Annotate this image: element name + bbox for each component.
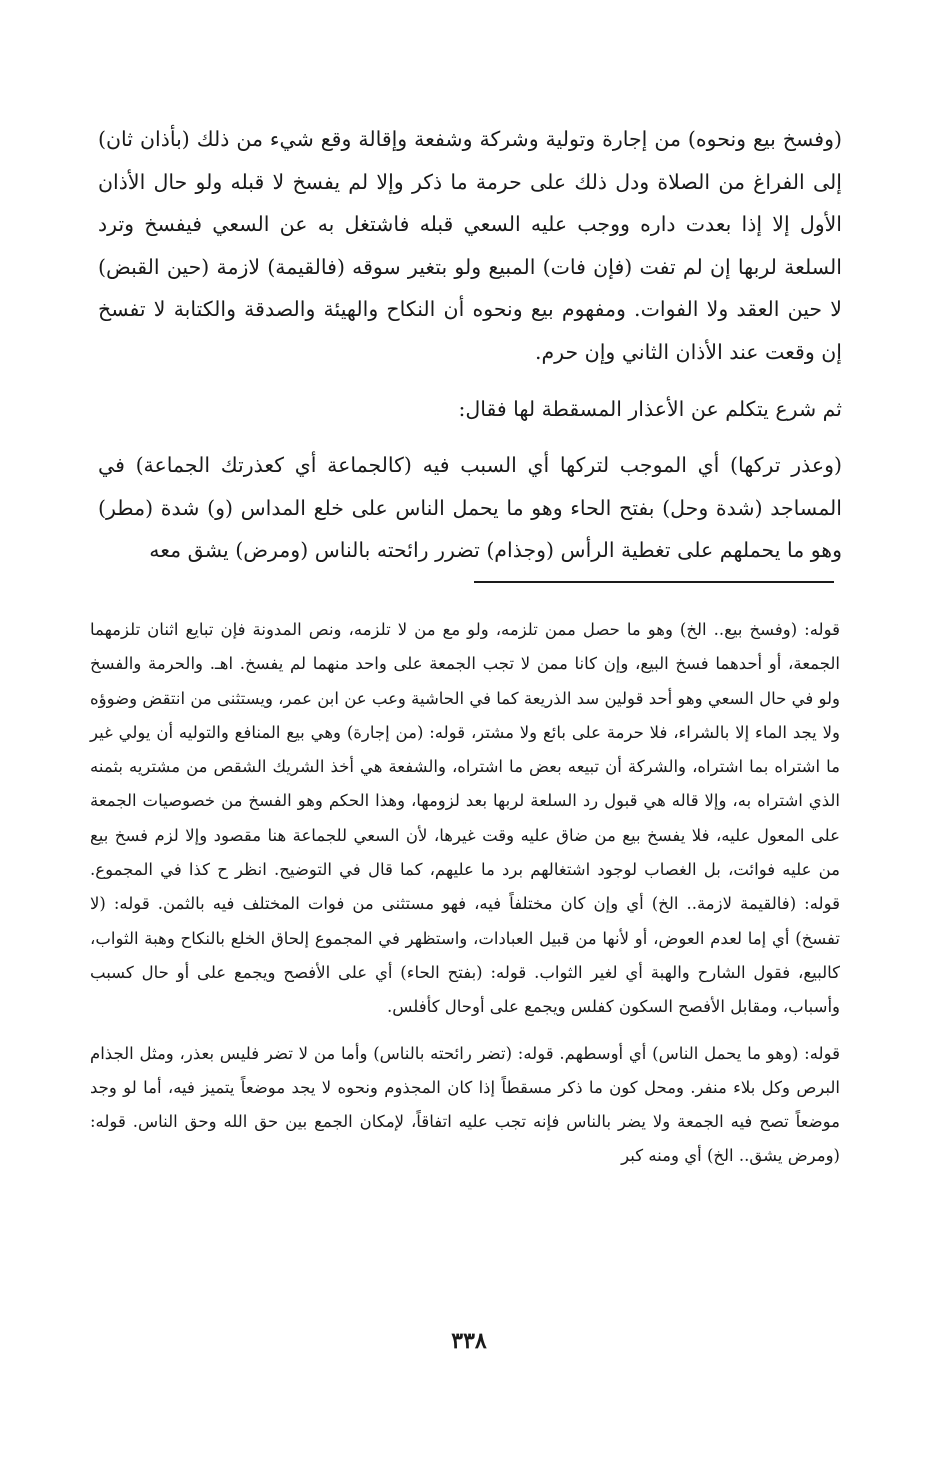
page-number: ٣٣٨	[451, 1328, 487, 1354]
footnote-divider	[474, 581, 834, 583]
main-text-block	[98, 118, 842, 572]
main-paragraph-3: (وعذر تركها) أي الموجب لتركها أي السبب فيه (كالجماعة أي كعذرتك الجماعة) في المساجد (شدة وحل) بفتح الحاء وهو ما يحمل الناس على خلع المداس (و) شدة (مطر) وهو ما يحملهم على تغطية الرأس (وجذام) تضرر رائحته بالناس (ومرض) يشق معه	[98, 453, 842, 563]
main-paragraph-2: ثم شرع يتكلم عن الأعذار المسقطة لها فقال:	[458, 396, 842, 421]
footnote-paragraph-1: قوله: (وفسخ بيع.. الخ) وهو ما حصل ممن تلزمه، ولو مع من لا تلزمه، ونص المدونة فإن تبايع اثنان تلزمهما الجمعة، أو أحدهما فسخ البيع، وإن كانا ممن لا تجب الجمعة على واحد منهما لم يفسخ. اهـ. والحرمة والفسخ ولو في حال السعي وهو أحد قولين سد الذريعة كما في الحاشية وعب عن ابن عمر، ويستثنى من انتقض وضوؤه ولا يجد الماء إلا بالشراء، فلا حرمة على بائع ولا مشتر، قوله: (من إجارة) وهي بيع المنافع والتوليه أن يولي غير ما اشتراه بما اشتراه، والشركة أن تبيعه بعض ما اشتراه، والشفعة هي أخذ الشريك الشقص من مشتريه بثمنه الذي اشتراه به، وإلا قاله هي قبول رد السلعة لربها بعد لزومها، وهذا الحكم وهو الفسخ من خصوصيات الجمعة على المعول عليه، فلا يفسخ بيع من ضاق عليه وقت غيرها، لأن السعي للجماعة هنا مقصود وإلا لزم فسخ بيع من عليه فوائت، بل الغصاب لوجود اشتغالهم برد ما عليهم، كما قال في التوضيح. انظر ح كذا في المجموع. قوله: (فالقيمة لازمة.. الخ) أي وإن كان مختلفاً فيه، فهو مستثنى من فوات المختلف فيه بالثمن. قوله: (لا تفسخ) أي إما لعدم العوض، أو لأنها من قبيل العبادات، واستظهر في المجموع إلحاق الخلع بالنكاح وهبة الثواب، كالبيع، فقول الشارح والهبة أي لغير الثواب. قوله: (بفتح الحاء) أي على الأفصح ويجمع على أو حال كسبب وأسباب، ومقابل الأفصح السكون كفلس ويجمع على أوحال كأفلس.	[90, 620, 840, 1017]
footnote-paragraph-2: قوله: (وهو ما يحمل الناس) أي أوسطهم. قوله: (تضر رائحته بالناس) وأما من لا تضر فليس بعذر، ومثل الجذام البرص وكل بلاء منفر. ومحل كون ما ذكر مسقطاً إذا كان المجذوم ونحوه لا يجد موضعاً يتميز فيه، أما لو وجد موضعاً تصح فيه الجمعة ولا يضر بالناس فإنه تجب عليه اتفاقاً، لإمكان الجمع بين حق الله وحق الناس. قوله: (ومرض يشق.. الخ) أي ومنه كبر	[90, 1043, 840, 1166]
footnotes-block	[90, 613, 840, 1174]
main-paragraph-1: (وفسخ بيع ونحوه) من إجارة وتولية وشركة وشفعة وإقالة وقع شيء من ذلك (بأذان ثان) إلى الفراغ من الصلاة ودل ذلك على حرمة ما ذكر وإلا لم يفسخ لا قبله ولو حال الأذان الأول إلا إذا بعدت داره ووجب عليه السعي قبله فاشتغل به عن السعي فيفسخ وترد السلعة لربها إن لم تفت (فإن فات) المبيع ولو بتغير سوقه (فالقيمة) لازمة (حين القبض) لا حين العقد ولا الفوات. ومفهوم بيع ونحوه أن النكاح والهيئة والصدقة والكتابة لا تفسخ إن وقعت عند الأذان الثاني وإن حرم.	[98, 127, 842, 364]
